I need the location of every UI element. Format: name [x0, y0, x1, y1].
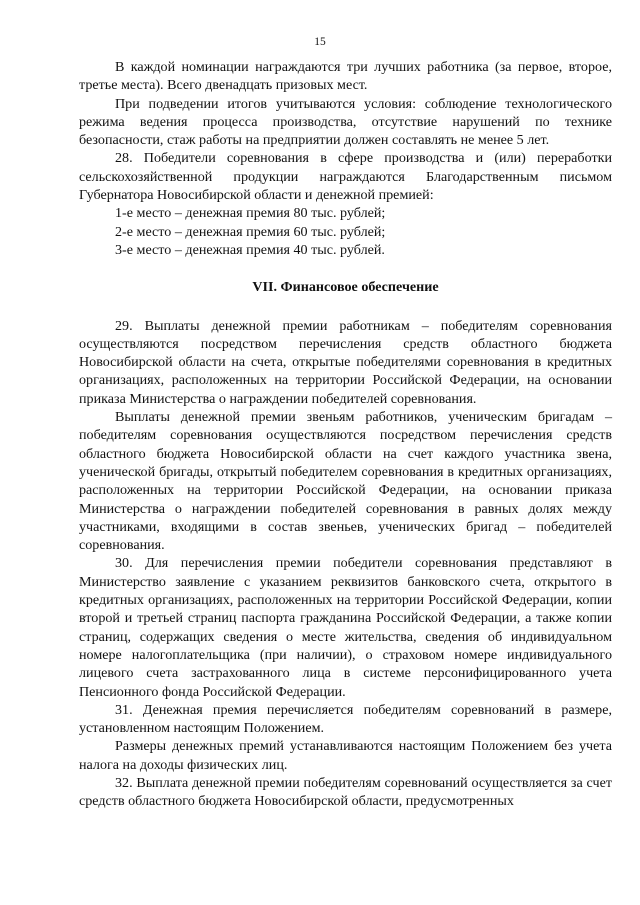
- paragraph-29-payments: 29. Выплаты денежной премии работникам – победителям соревнования осуществляются посредством перечисления средств областного бюджета Новосибирской области на счета, открытые победителями соревнования в кредитных организациях, расположенных на территории Российской Федерации, на основании приказа Министерства о награждении победителей соревнования.: [79, 317, 612, 407]
- prize-list-item-second: 2-е место – денежная премия 60 тыс. рублей;: [115, 223, 386, 240]
- paragraph-nomination-winners: В каждой номинации награждаются три лучших работника (за первое, второе, третье места). Всего двенадцать призовых мест.: [79, 59, 612, 94]
- paragraph-28-awards: 28. Победители соревнования в сфере производства и (или) переработки сельскохозяйственной продукции награждаются Благодарственным письмом Губернатора Новосибирской области и денежной премией:: [79, 150, 612, 204]
- paragraph-31-amount: 31. Денежная премия перечисляется победителям соревнований в размере, установленном настоящим Положением.: [79, 701, 612, 737]
- paragraph-32-funding: 32. Выплата денежной премии победителям соревнований осуществляется за счет средств областного бюджета Новосибирской области, предусмотренных: [79, 774, 612, 810]
- document-body: [79, 58, 612, 811]
- paragraph-summary-conditions: При подведении итогов учитываются условия: соблюдение технологического режима ведения процесса производства, отсутствие нарушений по технике безопасности, стаж работы на предприятии должен составлять не менее 5 лет.: [79, 95, 612, 149]
- paragraph-team-payments: Выплаты денежной премии звеньям работников, ученическим бригадам – победителям соревнования осуществляются посредством перечисления средств областного бюджета Новосибирской области на счет каждого участника звена, ученической бригады, открытый победителем соревнования в кредитных организациях, расположенных на территории Российской Федерации, на основании приказа Министерства о награждении победителей соревнования в равных долях между участниками, входящими в состав звеньев, ученических бригад – победителей соревнования.: [79, 409, 612, 554]
- page-number: 15: [314, 36, 326, 48]
- paragraph-30-documents: 30. Для перечисления премии победители соревнования представляют в Министерство заявление с указанием реквизитов банковского счета, открытого в кредитных организациях, расположенных на территории Российской Федерации, копии второй и третьей страниц паспорта гражданина Российской Федерации, а также копии страниц, содержащих сведения о месте жительства, сведения об индивидуальном номере налогоплательщика (при наличии), о страховом номере индивидуального лицевого счета застрахованного лица в системе персонифицированного учета Пенсионного фонда Российской Федерации.: [79, 555, 612, 700]
- prize-list-item-first: 1-е место – денежная премия 80 тыс. рублей;: [115, 205, 386, 222]
- paragraph-prize-sizes: Размеры денежных премий устанавливаются настоящим Положением без учета налога на доходы физических лиц.: [79, 738, 612, 773]
- section-heading: VII. Финансовое обеспечение: [252, 279, 439, 296]
- prize-list-item-third: 3-е место – денежная премия 40 тыс. рублей.: [115, 241, 385, 258]
